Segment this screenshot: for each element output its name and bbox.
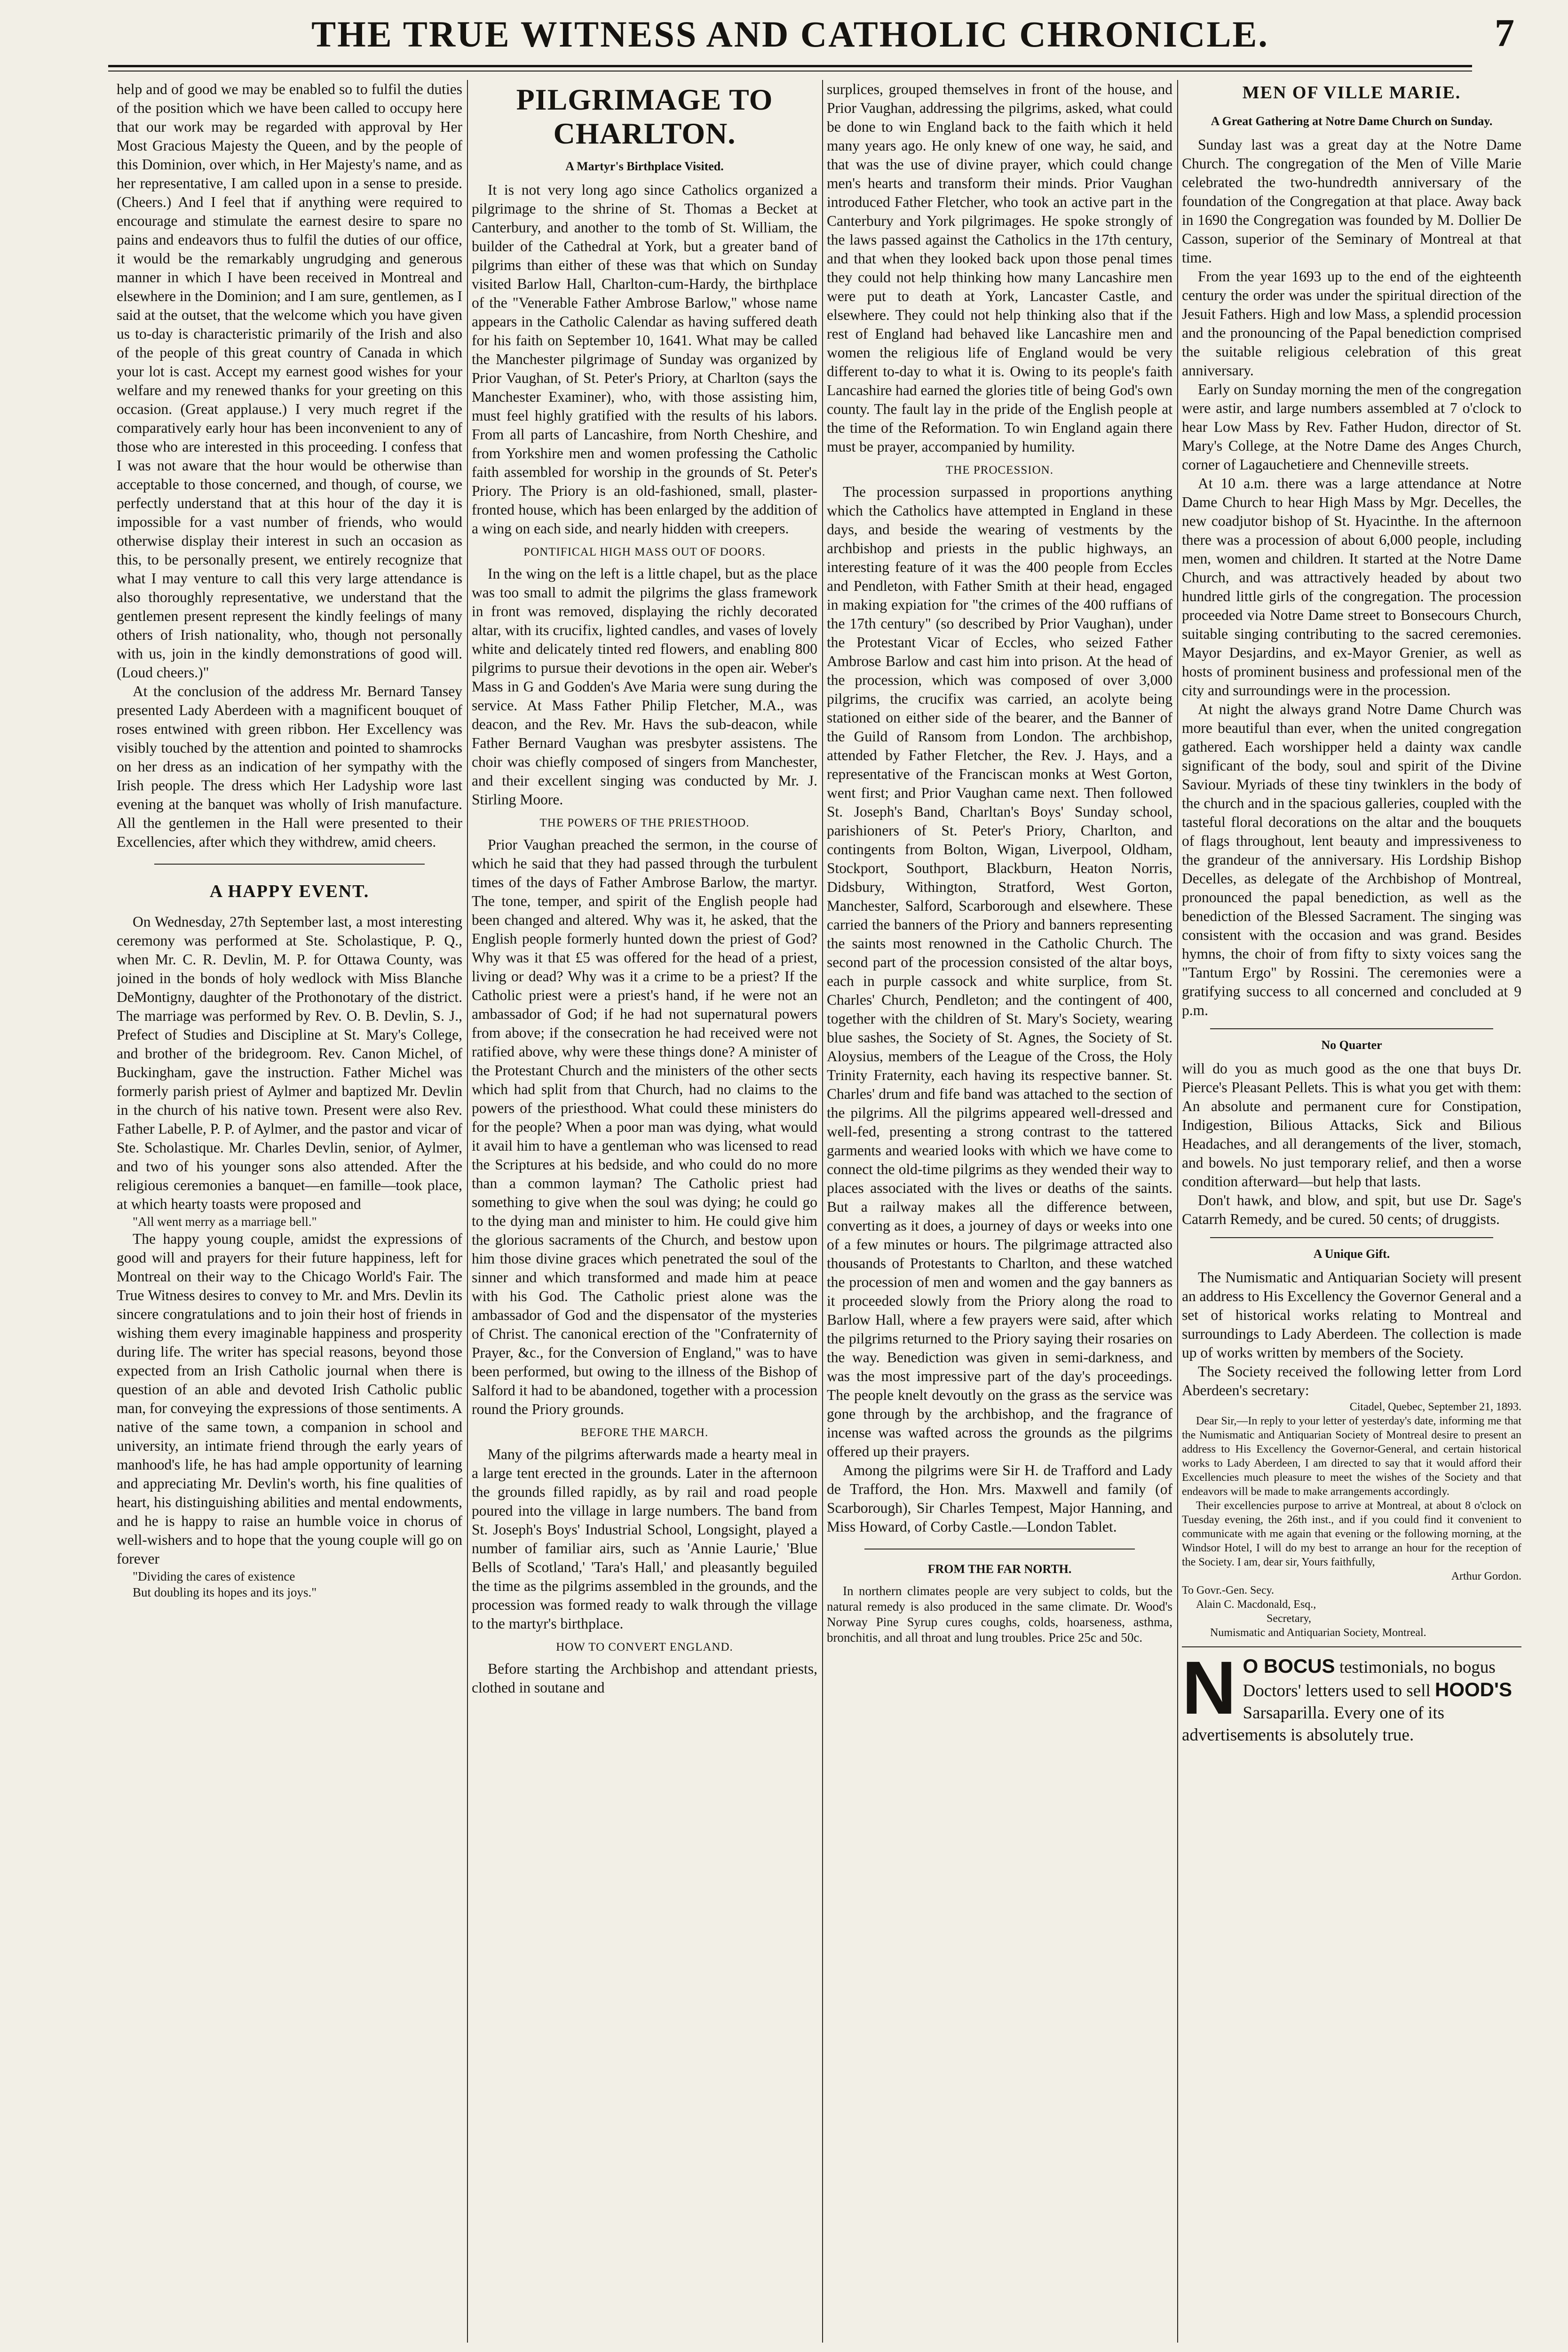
letter-date: Citadel, Quebec, September 21, 1893. <box>1349 1401 1521 1413</box>
letter <box>1182 1400 1521 1640</box>
ad-bold: HOOD'S <box>1435 1678 1513 1700</box>
paragraph: Prior Vaughan preached the sermon, in the course of which he said that they had passed through the turbulent times of the days of Father Ambrose Barlow, the martyr. The tone, temper, and spirit of the English people had been changed and altered. Why was it, he asked, that the English people formerly hunted down the priest of God? Why was it that £5 was offered for the head of a priest, living or dead? Why was it a crime to be a priest? If the Catholic priest were a priest's hand, if he were not an ambassador of God; if he had not supernatural powers from above; if the consecration he had received were not ratified above, why were these things done? A minister of the Protestant Church and the ministers of the other sects which had split from that Church, had no claims to the powers of the priesthood. What could these ministers do for the people? When a poor man was dying, what would it avail him to have a gentleman who was licensed to read the Scriptures at his bedside, and who could do no more than a common layman? The Catholic priest had something to give when the soul was dying; he could go to the dying man and minister to him. He could give him the glorious sacraments of the Church, and bestow upon him those divine graces which penetrated the soul of the sinner and which transformed and made him at peace with his God. The Catholic priest alone was the ambassador of God and the dispensator of the mysteries of Christ. The canonical erection of the "Confraternity of Prayer, &c., for the Conversion of England," was to have been performed, but owing to the illness of the Bishop of Salford it had to be abandoned, together with a procession round the Priory grounds. <box>472 836 817 1417</box>
section-divider <box>1210 1028 1493 1029</box>
section-divider <box>1210 1237 1493 1238</box>
paragraph: From the year 1693 up to the end of the eighteenth century the order was under the spiritual direction of the Jesuit Fathers. High and low Mass, a splendid procession and the pronouncing of the Papal benediction comprised the suitable religious celebration of this great anniversary. <box>1182 268 1521 379</box>
quotation: But doubling its hopes and its joys." <box>133 1585 317 1599</box>
paragraph: will do you as much good as the one that buys Dr. Pierce's Pleasant Pellets. This is what you get with them: An absolute and permanent cure for Constipation, Indigestion, Bilious Attacks, Sick and Bilious Headaches, and all derangements of the liver, stomach, and bowels. No just temporary relief, and then a worse condition afterward—but help that lasts. <box>1182 1060 1521 1190</box>
paragraph: The happy young couple, amidst the expressions of good will and prayers for their future happiness, left for Montreal on their way to the Chicago World's Fair. The True Witness desires to convey to Mr. and Mrs. Devlin its sincere congratulations and to join their host of friends in wishing them every imaginable happiness and prosperity during life. The writer has special reasons, beyond those expected from an Irish Catholic journal when there is question of an able and devoted Irish Catholic public man, for conveying the expressions of those sentiments. A native of the same town, a companion in school and university, an intimate friend through the early years of manhood's life, he has had ample opportunity of learning and appreciating Mr. Devlin's worth, his fine qualities of heart, his distinguishing abilities and mental endowments, and he is happy to raise an humble voice in chorus of well-wishers and to hope that the young couple will go on forever <box>117 1231 462 1567</box>
section-subheading: THE PROCESSION. <box>946 464 1053 477</box>
column-2 <box>472 80 817 2347</box>
masthead-rule-thin <box>108 71 1472 72</box>
column-4 <box>1182 80 1521 2347</box>
paragraph: Early on Sunday morning the men of the congregation were astir, and large numbers assembled at 7 o'clock to hear Low Mass by Rev. Father Hudon, director of St. Mary's College, at the Notre Dame des Anges Church, corner of Lagauchetiere and Chenneville streets. <box>1182 381 1521 473</box>
letter-signature: Arthur Gordon. <box>1451 1570 1521 1582</box>
section-divider <box>154 864 425 865</box>
paragraph: The Society received the following letter from Lord Aberdeen's secretary: <box>1182 1363 1521 1398</box>
article-subheading: A Great Gathering at Notre Dame Church on Sunday. <box>1211 114 1493 128</box>
letter-recipient: Alain C. Macdonald, Esq., <box>1196 1598 1316 1611</box>
column-divider <box>467 80 468 2343</box>
column-3 <box>827 80 1172 2347</box>
paragraph: On Wednesday, 27th September last, a most interesting ceremony was performed at Ste. Scholastique, P. Q., when Mr. C. R. Devlin, M. P. for Ottawa County, was joined in the bonds of holy wedlock with Miss Blanche DeMontigny, daughter of the Prothonotary of the district. The marriage was performed by Rev. O. B. Devlin, S. J., Prefect of Studies and Discipline at St. Mary's College, and brother of the bridegroom. Rev. Canon Michel, of Buckingham, gave the instruction. Father Michel was formerly parish priest of Aylmer and baptized Mr. Devlin in the church of his native town. Present were also Rev. Father Labelle, P. P. of Aylmer, and the pastor and vicar of Ste. Scholastique. Mr. Charles Devlin, senior, of Aylmer, and two of his younger sons also attended. After the religious ceremonies a banquet—en famille—took place, at which hearty toasts were proposed and <box>117 914 462 1212</box>
paragraph: At 10 a.m. there was a large attendance at Notre Dame Church to hear High Mass by Mgr. Decelles, the new coadjutor bishop of St. Hyacinthe. In the afternoon there was a procession of about 6,000 people, including men, women and children. It started at the Notre Dame Church, and was attractively headed by about two hundred little girls of the congregation. The procession proceeded via Notre Dame street to Bonsecours Church, suitable singing contributing to the sacred ceremonies. Mayor Desjardins, and ex-Mayor Grenier, as well as hosts of prominent business and professional men of the city and surroundings were in the procession. <box>1182 475 1521 699</box>
paragraph: Many of the pilgrims afterwards made a hearty meal in a large tent erected in the grounds. Later in the afternoon the grounds filled rapidly, as by rail and road people poured into the village in large numbers. The band from St. Joseph's Boys' Industrial School, Longsight, played a number of familiar airs, such as 'Annie Laurie,' 'Blue Bells of Scotland,' 'Tara's Hall,' and pleasantly beguiled the time as the pilgrims assembled in the grounds, and the procession was formed ready to walk through the village to the martyr's birthplace. <box>472 1446 817 1632</box>
ad-copy: testimonials, no bogus Doctors' letters used to sell <box>1243 1658 1496 1700</box>
paragraph: Among the pilgrims were Sir H. de Trafford and Lady de Trafford, the Hon. Mrs. Maxwell and family (of Scarborough), Sir Charles Tempest, Major Hanning, and Miss Howard, of Corby Castle.—London Tablet. <box>827 1462 1172 1535</box>
newspaper-title: THE TRUE WITNESS AND CATHOLIC CHRONICLE. <box>311 14 1269 55</box>
ad-initial: N <box>1182 1645 1236 1730</box>
paragraph: The procession surpassed in proportions anything which the Catholics have attempted in England in these days, and beside the wearing of vestments by the archbishop and priests in the public highways, an interesting feature of it was the 400 people from Eccles and Pendleton, with Father Smith at their head, engaged in making expiation for "the crimes of the 400 ruffians of the 17th century" (so described by Prior Vaughan), under the Protestant Vicar of Eccles, who seized Father Ambrose Barlow and cast him into prison. At the head of the procession, which was composed of over 3,000 pilgrims, the crucifix was carried, an acolyte being stationed on either side of the bearer, and the Banner of the Guild of Ransom from London. The archbishop, attended by Father Fletcher, the Rev. J. Hays, and a representative of the Franciscan monks at West Gorton, went first; and Prior Vaughan came next. Then followed St. Joseph's Band, Charltan's Boys' Sunday school, parishioners of St. Peter's Priory, Charlton, and contingents from Bolton, Wigan, Liverpool, Oldham, Stockport, Southport, Blackburn, Heaton Norris, Didsbury, Withington, Stratford, West Gorton, Manchester, Salford, Scarborough and elsewhere. These carried the banners of the Priory and banners representing the saints most renowned in the Catholic Church. The second part of the procession consisted of the altar boys, each in purple cassock and white surplice, from St. Charles' Church, Pendleton; and the contingent of 400, together with the children of St. Mary's Society, wearing blue sashes, the Society of St. Agnes, the Society of St. Aloysius, members of the League of the Cross, the Holy Trinity Fraternity, each having its respective banner. St. Charles' drum and fife band was attached to the section of the pilgrims. All the pilgrims appeared well-dressed and well-fed, presenting a strong contrast to the tattered garments and wearied looks with which we have come to connect the old-time pilgrims as they wended their way to places associated with the lives or deaths of the saints. But a railway makes all the difference between, converting as it does, a journey of days or weeks into one of a few minutes or hours. The pilgrimage attracted also thousands of Protestants to Charlton, and these watched the procession of men and women and the gay banners as it proceeded slowly from the Priory along the road to Barlow Hall, where a few prayers were said, after which the pilgrims returned to the Priory saying their rosaries on the way. Benediction was given in semi-darkness, and was the most impressive part of the day's proceedings. The people knelt devoutly on the grass as the service was gone through by the archbishop, and the fragrance of incense was wafted across the grounds as the pilgrims offered up their prayers. <box>827 484 1172 1460</box>
masthead <box>108 10 1514 67</box>
paragraph: In northern climates people are very subject to colds, but the natural remedy is also produced in the same climate. Dr. Wood's Norway Pine Syrup cures coughs, colds, hoarseness, asthma, bronchitis, and all throat and lung troubles. Price 25c and 50c. <box>827 1584 1172 1645</box>
letter-recipient: Numismatic and Antiquarian Society, Montreal. <box>1210 1627 1426 1639</box>
paragraph: At the conclusion of the address Mr. Bernard Tansey presented Lady Aberdeen with a magnificent bouquet of roses entwined with green ribbon. Her Excellency was visibly touched by the attention and pointed to shamrocks on her dress as an indication of her sympathy with the Irish people. The dress which Her Ladyship wore last evening at the banquet was wholly of Irish manufacture. All the gentlemen in the Hall were presented to their Excellencies, after which they withdrew, amid cheers. <box>117 683 462 850</box>
letter-body: Their excellencies purpose to arrive at Montreal, at about 8 o'clock on Tuesday evening, the 26th inst., and if you could find it convenient to communicate with me again that evening or the following morning, at the Windsor Hotel, I will do my best to arrange an hour for the reception of the Society. I am, dear sir, Yours faithfully, <box>1182 1500 1521 1568</box>
letter-recipient: Secretary, <box>1267 1613 1312 1625</box>
paragraph: The Numismatic and Antiquarian Society will present an address to His Excellency the Governor General and a set of historical works relating to Montreal and surroundings to Lady Aberdeen. The collection is made up of works written by members of the Society. <box>1182 1269 1521 1361</box>
quotation: "All went merry as a marriage bell." <box>133 1215 317 1229</box>
article-heading: A Unique Gift. <box>1313 1247 1390 1261</box>
section-subheading: PONTIFICAL HIGH MASS OUT OF DOORS. <box>523 546 766 558</box>
article-subheading: A Martyr's Birthplace Visited. <box>565 159 724 173</box>
paragraph: Before starting the Archbishop and attendant priests, clothed in soutane and <box>472 1661 817 1696</box>
column-1 <box>117 80 462 2347</box>
article-heading: FROM THE FAR NORTH. <box>927 1562 1072 1576</box>
paragraph: Don't hawk, and blow, and spit, but use Dr. Sage's Catarrh Remedy, and be cured. 50 cents; of druggists. <box>1182 1192 1521 1227</box>
page-number: 7 <box>1495 11 1514 55</box>
paragraph: It is not very long ago since Catholics organized a pilgrimage to the shrine of St. Thomas a Becket at Canterbury, and another to the tomb of St. William, the builder of the Cathedral at York, but a greater band of pilgrims than either of these was that which on Sunday visited Barlow Hall, Charlton-cum-Hardy, the birthplace of the "Venerable Father Ambrose Barlow," whose name appears in the Catholic Calendar as having suffered death for his faith on September 10, 1641. What may be called the Manchester pilgrimage of Sunday was organized by Prior Vaughan, of St. Peter's Priory, at Charlton (says the Manchester Examiner), who, with those assisting him, must feel highly gratified with the results of his labors. From all parts of Lancashire, from North Cheshire, and from Yorkshire men and women professing the Catholic faith assembled for worship in the grounds of St. Peter's Priory. The Priory is an old-fashioned, small, plaster-fronted house, which has been enlarged by the addition of a wing on each side, and nearly hidden with creepers. <box>472 182 817 537</box>
ad-copy: Sarsaparilla. Every one of its advertisements is absolutely true. <box>1182 1703 1444 1745</box>
section-subheading: HOW TO CONVERT ENGLAND. <box>556 1641 733 1653</box>
article-heading: MEN OF VILLE MARIE. <box>1242 83 1461 103</box>
column-divider <box>822 80 823 2343</box>
paragraph: At night the always grand Notre Dame Church was more beautiful than ever, when the united congregation gathered. Each worshipper held a dainty wax candle significant of the body, soul and spirit of the Divine Saviour. Myriads of these tiny twinklers in the body of the church and in the spacious galleries, coupled with the tasteful floral decorations on the altar and the bouquets of flags throughout, lent beauty and impressiveness to the grandeur of the anniversary. His Lordship Bishop Decelles, as delegate of the Archbishop of Montreal, pronounced the papal benediction, as well as the benediction of the Blessed Sacrament. The singing was consistent with the occasion and was grand. Besides hymns, the choir of from fifty to sixty voices sang the "Tantum Ergo" by Rossini. The ceremonies were a gratifying success to all concerned and concluded at 9 p.m. <box>1182 701 1521 1018</box>
hoods-advertisement <box>1182 1645 1521 1746</box>
letter-body: Dear Sir,—In reply to your letter of yesterday's date, informing me that the Numismatic and Antiquarian Society of Montreal desire to present an address to His Excellency the Governor-General, and certain historical works to Lady Aberdeen, I am directed to say that it would afford their Excellencies much pleasure to meet the wishes of the Society and that endeavors will be made to make arrangements accordingly. <box>1182 1415 1521 1498</box>
ad-bold: O BOCUS <box>1243 1655 1335 1677</box>
masthead-rule <box>108 65 1472 67</box>
article-heading: A HAPPY EVENT. <box>209 882 370 901</box>
paragraph: surplices, grouped themselves in front of the house, and Prior Vaughan, addressing the pilgrims, asked, what could be done to win England back to the faith which it held many years ago. He only knew of one way, he said, and that was the use of divine prayer, which could change men's hearts and transform their minds. Prior Vaughan introduced Father Fletcher, who took an active part in the Canterbury and York pilgrimages. He spoke strongly of the laws passed against the Catholics in the 17th century, and that when they looked back upon those penal times they could not help thinking how many Lancashire men were put to death at York, Lancaster Castle, and elsewhere. They could not help thinking also that if the rest of England had behaved like Lancashire men and women the religious life of England would be very different to-day to what it is. Owing to its people's faith Lancashire had earned the glories title of being God's own county. The fault lay in the pride of the English people at the time of the Reformation. To win England again there must be prayer, accompanied by humility. <box>827 81 1172 455</box>
quotation: "Dividing the cares of existence <box>133 1569 295 1583</box>
paragraph: In the wing on the left is a little chapel, but as the place was too small to admit the pilgrims the glass framework in front was removed, displaying the richly decorated altar, with its crucifix, lighted candles, and vases of lovely white and delicately tinted red flowers, and enabling 800 pilgrims to pursue their devotions in the open air. Weber's Mass in G and Godden's Ave Maria were sung during the service. At Mass Father Philip Fletcher, M.A., was deacon, and the Rev. Mr. Havs the sub-deacon, while Father Bernard Vaughan was presbyter assistens. The choir was chiefly composed of singers from Manchester, and their excellent singing was conducted by Mr. J. Stirling Moore. <box>472 565 817 808</box>
column-divider <box>1177 80 1178 2343</box>
article-heading: No Quarter <box>1321 1038 1382 1052</box>
article-heading: PILGRIMAGE TO CHARLTON. <box>516 83 773 150</box>
paragraph: Sunday last was a great day at the Notre Dame Church. The congregation of the Men of Ville Marie celebrated the two-hundredth anniversary of the foundation of the Congregation at that place. Away back in 1690 the Congregation was founded by M. Dollier De Casson, superior of the Seminary of Montreal at that time. <box>1182 136 1521 266</box>
section-subheading: BEFORE THE MARCH. <box>580 1426 709 1439</box>
paragraph: help and of good we may be enabled so to fulfil the duties of the position which we have been called to occupy here that our work may be regarded with approval by Her Most Gracious Majesty the Queen, and by the people of this Dominion, over which, in Her Majesty's name, and as her representative, I am called upon in a sense to preside. (Cheers.) And I feel that if anything were required to encourage and stimulate the earnest desire to spare no pains and endeavors thus to fulfil the duties of our office, it would be the remarkably ungrudging and generous manner in which I have been received in Montreal and elsewhere in the Dominion; and I am sure, gentlemen, as I said at the outset, that the welcome which you have given us to-day is characteristic primarily of the Irish and also of the people of this great country of Canada in which your lot is cast. Accept my earnest good wishes for your welfare and my renewed thanks for your greeting on this occasion. (Great applause.) I very much regret if the comparatively early hour has been inconvenient to any of those who are interested in this proceeding. I confess that I was not aware that the hour would be otherwise than acceptable to those concerned, and though, of course, we perfectly understand that at this hour of the day it is impossible for a vast number of friends, who would otherwise display their interest in such an occasion as this, to be personally present, we entirely recognize that what I may venture to call this very large attendance is also thoroughly representative, we understand that the gentlemen present represent the kindly feelings of many others of Irish nationality, who, though not personally with us, join in the kindly demonstrations of good will. (Loud cheers.)" <box>117 81 462 681</box>
section-subheading: THE POWERS OF THE PRIESTHOOD. <box>539 817 750 829</box>
letter-recipient: To Govr.-Gen. Secy. <box>1182 1584 1275 1597</box>
